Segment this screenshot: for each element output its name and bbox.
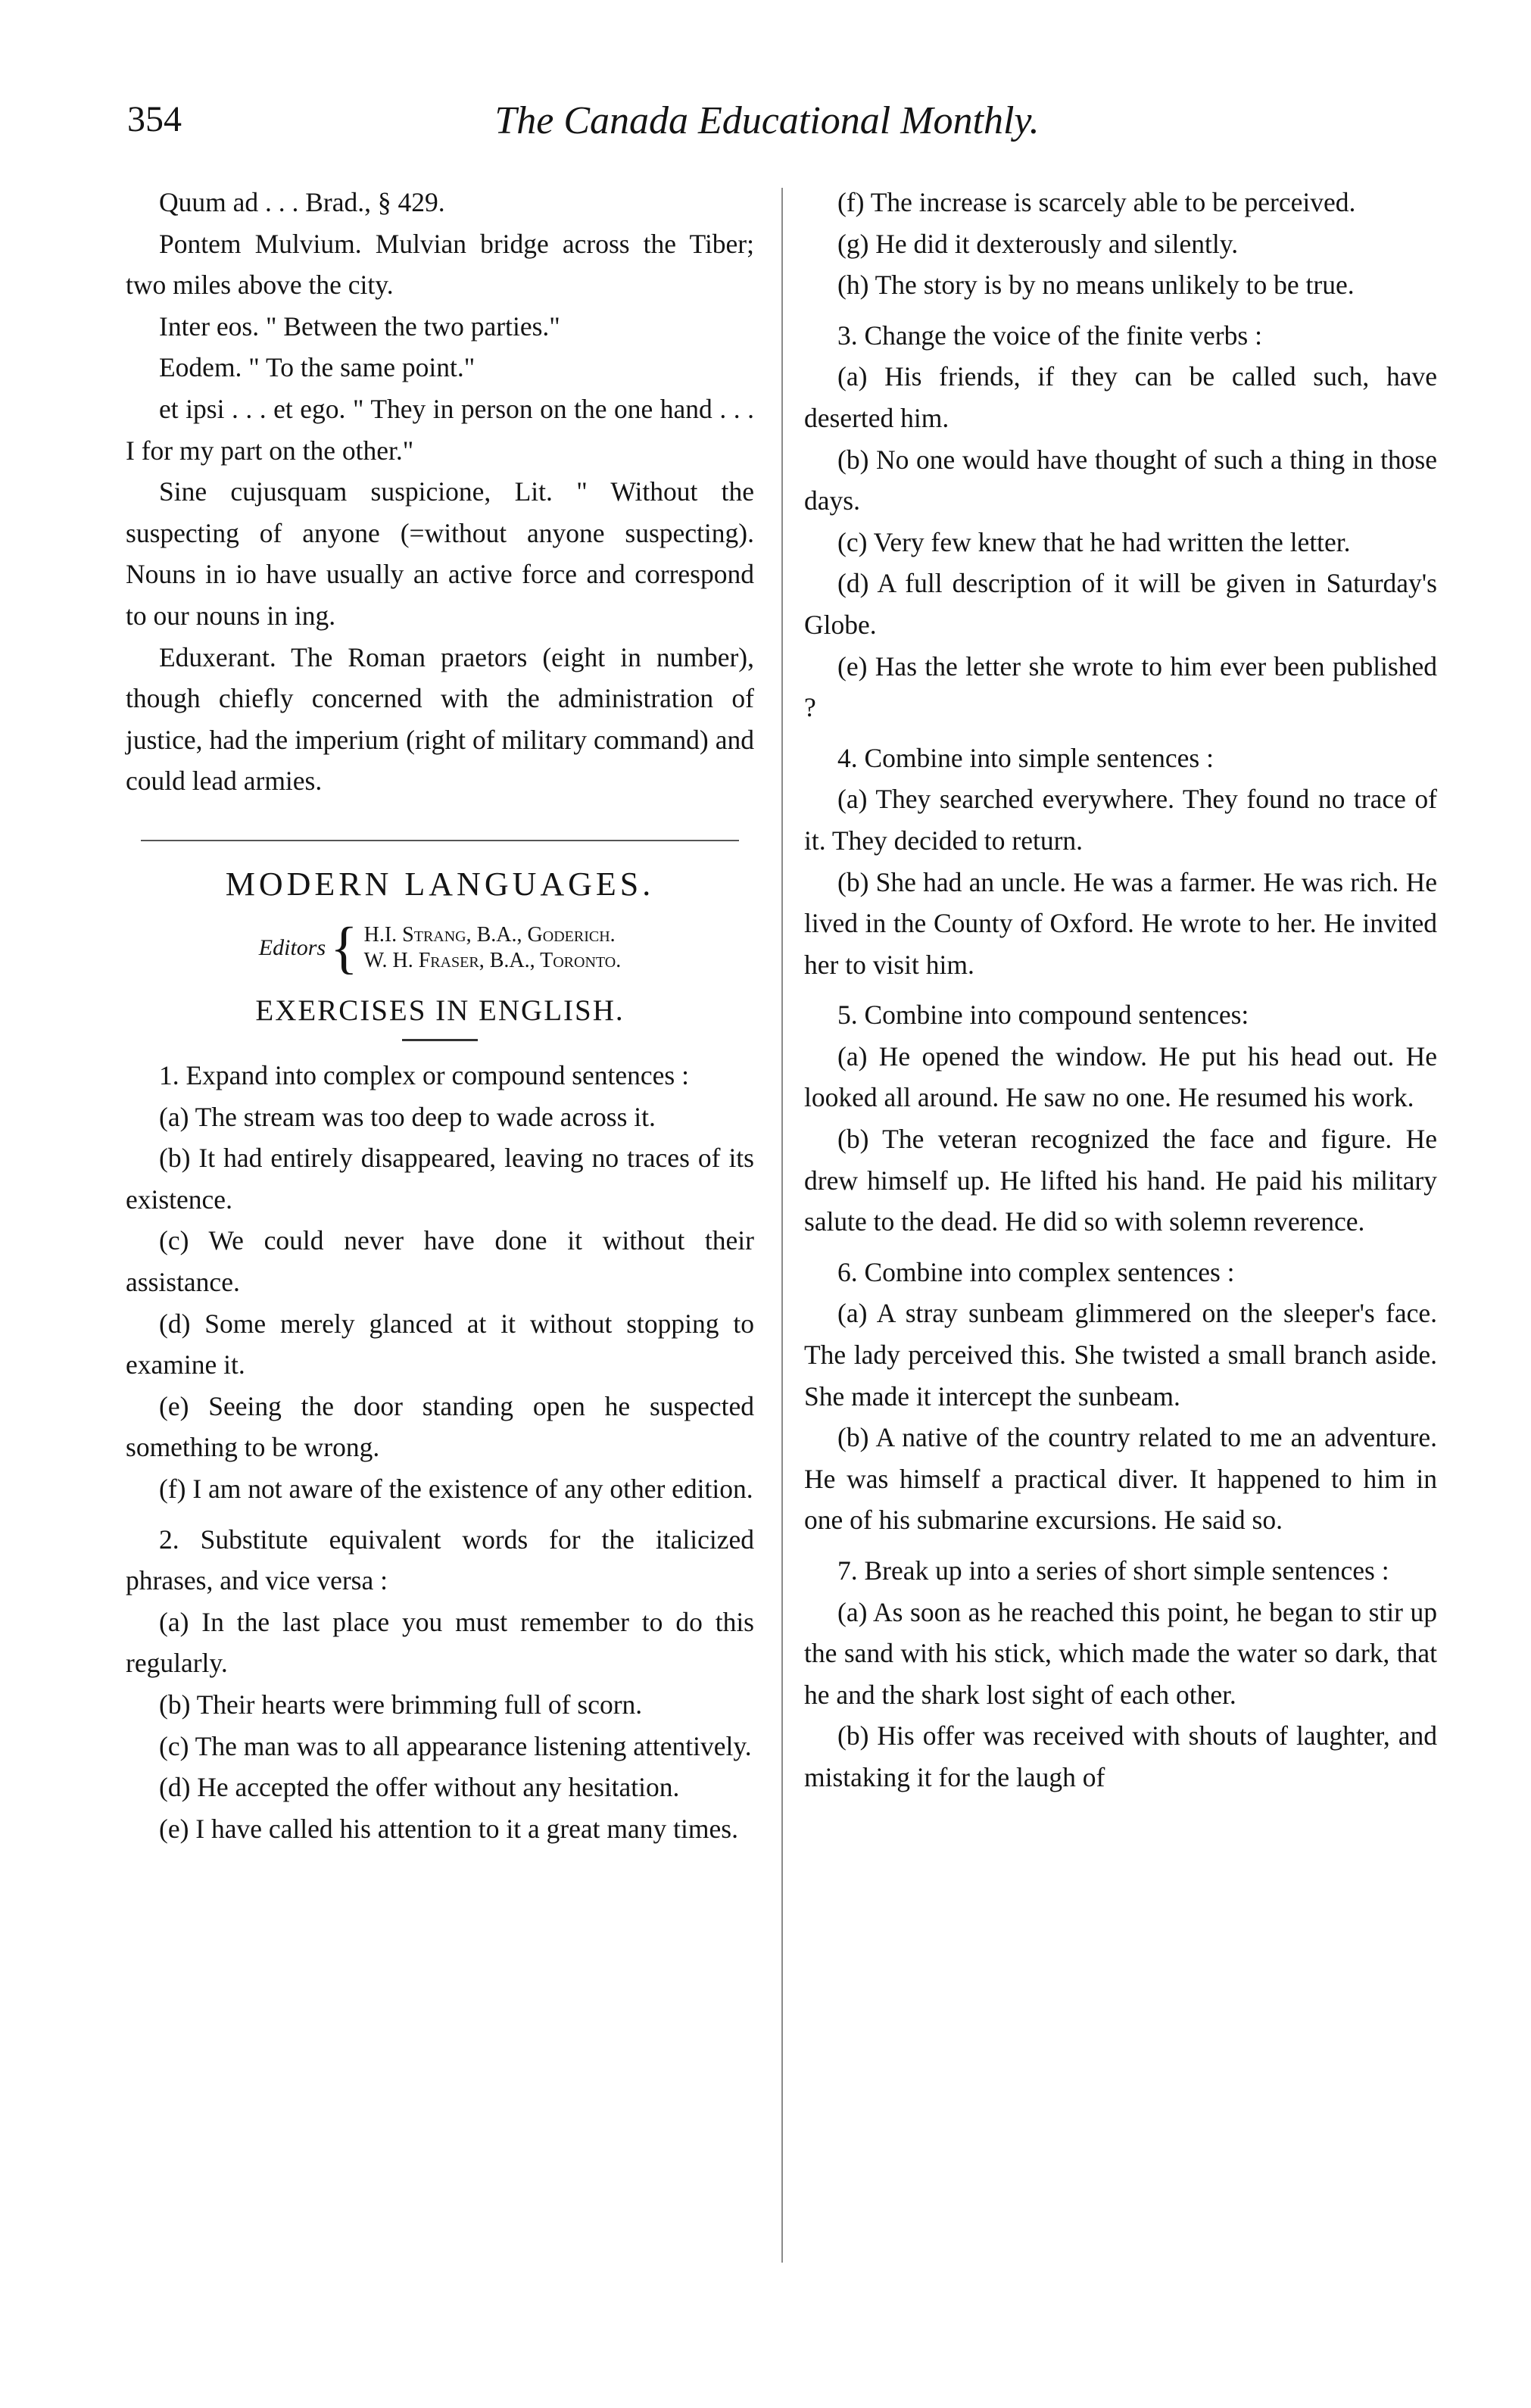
- subsection-rule: [402, 1039, 478, 1041]
- exercise-3e: (e) Has the letter she wrote to him ever been published ?: [804, 650, 1437, 723]
- exercise-2e: (e) I have called his attention to it a great many times.: [159, 1813, 738, 1844]
- exercise-2d: (d) He accepted the offer without any hesitation.: [159, 1772, 680, 1803]
- exercise-3-heading: 3. Change the voice of the finite verbs :: [837, 320, 1262, 351]
- section-title: MODERN LANGUAGES.: [225, 865, 655, 903]
- exercise-4b: (b) She had an uncle. He was a farmer. He was rich. He lived in the County of Oxford. He wrote to her. He invited her to visit him.: [804, 866, 1437, 980]
- editor-strang: H.I. Strang, B.A., Goderich.: [363, 922, 616, 947]
- exercise-3b: (b) No one would have thought of such a thing in those days.: [804, 444, 1437, 516]
- exercise-5-heading: 5. Combine into compound sentences:: [837, 1000, 1249, 1031]
- exercise-2f: (f) The increase is scarcely able to be perceived.: [837, 187, 1356, 217]
- exercise-2h: (h) The story is by no means unlikely to be true.: [837, 270, 1355, 301]
- page-header: [127, 98, 1407, 159]
- exercise-1-heading: 1. Expand into complex or compound sentences :: [159, 1060, 689, 1091]
- note-inter-eos: Inter eos. " Between the two parties.": [159, 310, 560, 342]
- exercise-5a: (a) He opened the window. He put his head out. He looked all around. He saw no one. He resumed his work.: [804, 1040, 1437, 1113]
- editors-label: Editors: [258, 934, 326, 960]
- exercise-1b: (b) It had entirely disappeared, leaving no traces of its existence.: [126, 1143, 754, 1215]
- editors-block: [126, 915, 754, 980]
- note-quum-ad: Quum ad . . . Brad., § 429.: [159, 187, 445, 217]
- exercise-3a: (a) His friends, if they can be called such, have deserted him.: [804, 361, 1437, 433]
- exercise-1e: (e) Seeing the door standing open he suspected something to be wrong.: [126, 1390, 754, 1463]
- section-divider: [141, 840, 739, 841]
- exercise-2g: (g) He did it dexterously and silently.: [837, 228, 1239, 259]
- exercise-6b: (b) A native of the country related to me an adventure. He was himself a practical diver. It happened to him in one of his submarine excursions. He said so.: [804, 1422, 1437, 1536]
- exercise-2c: (c) The man was to all appearance listening attentively.: [159, 1730, 752, 1761]
- brace-glyph: {: [330, 915, 358, 980]
- exercise-3c: (c) Very few knew that he had written the letter.: [837, 526, 1351, 557]
- exercise-5b: (b) The veteran recognized the face and figure. He drew himself up. He lifted his hand. He paid his military salute to the dead. He did so with solemn reverence.: [804, 1124, 1437, 1237]
- exercise-6-heading: 6. Combine into complex sentences :: [837, 1256, 1235, 1287]
- right-column: [804, 182, 1437, 1798]
- exercise-4-heading: 4. Combine into simple sentences :: [837, 742, 1214, 773]
- exercise-1c: (c) We could never have done it without their assistance.: [126, 1225, 754, 1298]
- editors-list: [364, 922, 622, 974]
- exercise-2b: (b) Their hearts were brimming full of scorn.: [159, 1689, 643, 1720]
- subsection-title: EXERCISES IN ENGLISH.: [255, 993, 625, 1027]
- exercise-7a: (a) As soon as he reached this point, he began to stir up the sand with his stick, which made the water so dark, that he and the shark lost sight of each other.: [804, 1596, 1437, 1710]
- running-title: The Canada Educational Monthly.: [494, 99, 1040, 142]
- exercise-2a: (a) In the last place you must remember to do this regularly.: [126, 1606, 754, 1679]
- left-column: [126, 182, 754, 1849]
- column-rule: [781, 188, 783, 2263]
- page-number: 354: [127, 99, 182, 139]
- exercise-1f: (f) I am not aware of the existence of any other edition.: [159, 1474, 753, 1505]
- exercise-7-heading: 7. Break up into a series of short simple sentences :: [837, 1555, 1389, 1586]
- editor-fraser: W. H. Fraser, B.A., Toronto.: [363, 948, 622, 972]
- exercise-6a: (a) A stray sunbeam glimmered on the sleeper's face. The lady perceived this. She twisted a small branch aside. She made it intercept the sunbeam.: [804, 1298, 1437, 1411]
- note-sine-cujusquam: Sine cujusquam suspicione, Lit. " Without the suspecting of anyone (=without anyone suspecting). Nouns in io have usually an active force and correspond to our nouns in ing.: [126, 476, 754, 631]
- exercise-1d: (d) Some merely glanced at it without stopping to examine it.: [126, 1308, 754, 1380]
- note-eodem: Eodem. " To the same point.": [159, 352, 476, 383]
- exercise-2-heading: 2. Substitute equivalent words for the italicized phrases, and vice versa :: [126, 1524, 754, 1596]
- exercise-7b: (b) His offer was received with shouts of laughter, and mistaking it for the laugh of: [804, 1720, 1437, 1792]
- exercise-3d: (d) A full description of it will be given in Saturday's Globe.: [804, 568, 1437, 640]
- note-pontem-mulvium: Pontem Mulvium. Mulvian bridge across the Tiber; two miles above the city.: [126, 228, 754, 301]
- exercise-4a: (a) They searched everywhere. They found no trace of it. They decided to return.: [804, 784, 1437, 856]
- note-et-ipsi: et ipsi . . . et ego. " They in person on the one hand . . . I for my part on the other.": [126, 393, 754, 466]
- note-eduxerant: Eduxerant. The Roman praetors (eight in number), though chiefly concerned with the administration of justice, had the imperium (right of military command) and could lead armies.: [126, 641, 754, 797]
- exercise-1a: (a) The stream was too deep to wade across it.: [159, 1101, 656, 1132]
